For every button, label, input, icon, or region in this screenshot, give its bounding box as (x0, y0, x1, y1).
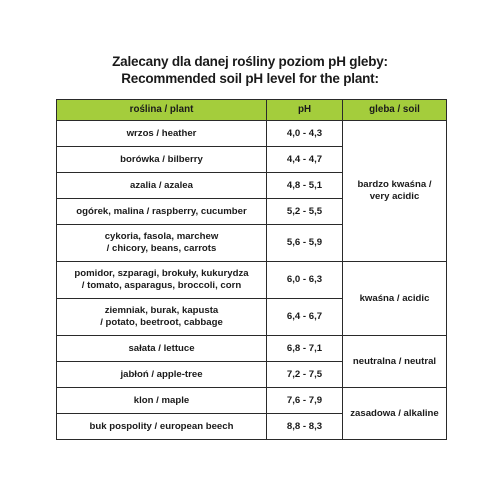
soil-label: zasadowa / alkaline (350, 407, 439, 419)
soil-label: bardzo kwaśna / (357, 179, 432, 190)
plant-name: wrzos / heather (126, 127, 197, 139)
title-line-polish: Zalecany dla danej rośliny poziom pH gleby: (112, 54, 388, 69)
ph-cell: 7,6 - 7,9 (267, 388, 343, 414)
soil-label: very acidic (369, 191, 420, 202)
soil-cell (343, 262, 447, 336)
page-title (0, 53, 500, 87)
plant-cell (57, 336, 267, 362)
plant-name: / chicory, beans, carrots (106, 243, 217, 254)
header-plant: roślina / plant (57, 100, 267, 121)
plant-name: buk pospolity / european beech (89, 420, 234, 432)
plant-name: sałata / lettuce (128, 342, 195, 354)
soil-cell (343, 336, 447, 388)
plant-name: cykoria, fasola, marchew (104, 231, 219, 242)
ph-cell: 4,0 - 4,3 (267, 121, 343, 147)
ph-cell: 7,2 - 7,5 (267, 362, 343, 388)
ph-cell: 6,4 - 6,7 (267, 299, 343, 336)
plant-cell (57, 388, 267, 414)
plant-cell (57, 147, 267, 173)
ph-cell: 5,6 - 5,9 (267, 225, 343, 262)
plant-name: azalia / azalea (130, 179, 193, 191)
plant-cell (57, 173, 267, 199)
plant-name: / potato, beetroot, cabbage (100, 317, 223, 328)
header-ph: pH (267, 100, 343, 121)
plant-cell (57, 262, 267, 299)
ph-cell: 4,8 - 5,1 (267, 173, 343, 199)
table-header-row (57, 100, 447, 121)
plant-name: ogórek, malina / raspberry, cucumber (76, 205, 247, 217)
table-row (57, 336, 447, 362)
plant-cell (57, 121, 267, 147)
ph-table (56, 99, 447, 440)
plant-name: jabłoń / apple-tree (120, 368, 203, 380)
table-row (57, 388, 447, 414)
plant-name: / tomato, asparagus, broccoli, corn (81, 280, 242, 291)
table-row (57, 121, 447, 147)
plant-cell (57, 299, 267, 336)
ph-cell: 6,8 - 7,1 (267, 336, 343, 362)
plant-name: klon / maple (133, 394, 190, 406)
header-soil: gleba / soil (343, 100, 447, 121)
plant-name: ziemniak, burak, kapusta (104, 305, 219, 316)
soil-cell (343, 121, 447, 262)
plant-cell (57, 414, 267, 440)
plant-name: pomidor, szparagi, brokuły, kukurydza (74, 268, 249, 279)
ph-cell: 4,4 - 4,7 (267, 147, 343, 173)
ph-cell: 8,8 - 8,3 (267, 414, 343, 440)
plant-cell (57, 362, 267, 388)
soil-label: neutralna / neutral (352, 355, 437, 367)
plant-cell (57, 199, 267, 225)
plant-cell (57, 225, 267, 262)
ph-cell: 5,2 - 5,5 (267, 199, 343, 225)
title-line-english: Recommended soil pH level for the plant: (121, 71, 379, 86)
table-row (57, 262, 447, 299)
ph-cell: 6,0 - 6,3 (267, 262, 343, 299)
soil-label: kwaśna / acidic (359, 292, 430, 304)
soil-cell (343, 388, 447, 440)
plant-name: borówka / bilberry (120, 153, 203, 165)
